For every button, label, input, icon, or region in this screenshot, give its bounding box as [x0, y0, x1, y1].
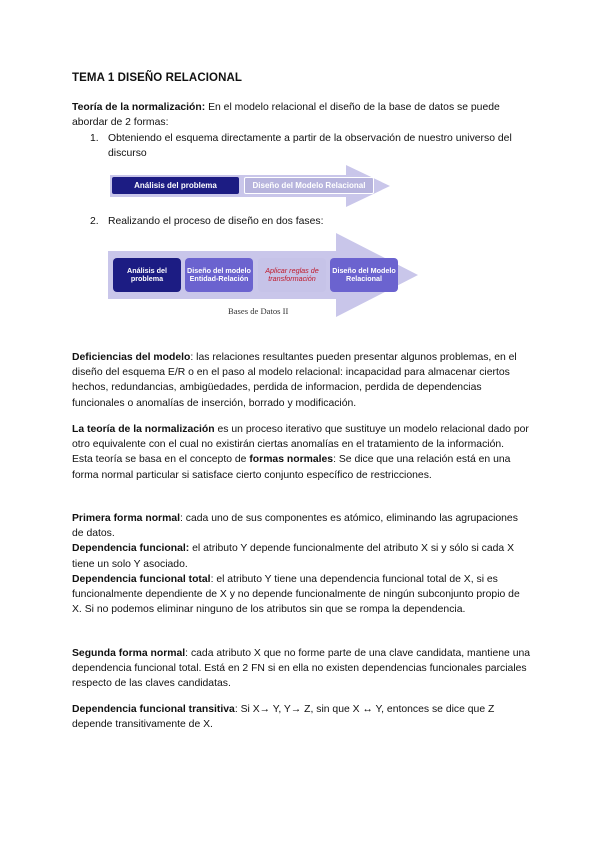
segunda-term: Segunda forma normal	[72, 648, 186, 659]
diagram2-step-entidad-relacion: Diseño del modelo Entidad-Relación	[185, 258, 253, 292]
diagram-caption: Bases de Datos II	[228, 306, 289, 316]
list-number: 2.	[90, 216, 99, 227]
transitiva-term: Dependencia funcional transitiva	[72, 704, 235, 715]
formas-normales-term: formas normales	[249, 454, 334, 466]
dep-funcional-term: Dependencia funcional:	[72, 543, 190, 555]
transitiva-paragraph	[72, 702, 532, 732]
teoria-line2-pre: Esta teoría se basa en el concepto de	[72, 454, 250, 466]
dep-total-text: : el atributo Y tiene una dependencia funcional total de X, si es funcionalmente dependiente de X y no depende funcionalmente de ningún subconjunto propio de X. Si no podemos eliminar ninguno de los atributos sin que se rompa la dependencia.	[72, 573, 520, 616]
diagram2-step-diseno-relacional: Diseño del Modelo Relacional	[330, 258, 398, 292]
dependencia-funcional-total	[72, 572, 532, 618]
dep-total-term: Dependencia funcional total	[72, 573, 211, 585]
deficiencias-term: Deficiencias del modelo	[72, 352, 191, 363]
deficiencias-paragraph	[72, 350, 532, 411]
teoria-term: La teoría de la normalización	[72, 424, 215, 435]
teoria-paragraph	[72, 422, 532, 483]
diagram2-step-analisis: Análisis del problema	[113, 258, 181, 292]
segunda-paragraph	[72, 646, 532, 692]
deficiencias-text: : las relaciones resultantes pueden presentar algunos problemas, en el diseño del esquema E/R o en el paso al modelo relacional: incapacidad para almacenar ciertos hechos, redundancias, ambigüedades, perdida de informacion, perdida de dependencias funcionales o anomalías de inserción, borrado y modificación.	[72, 352, 517, 409]
teoria-text: es un proceso iterativo que sustituye un modelo relacional dado por otro equivalente con el cual no existirán ciertas anomalías en el tratamiento de la información.	[72, 424, 529, 451]
transitiva-text: : Si X→ Y, Y→ Z, sin que X ↔ Y, entonces se dice que Z depende transitivamente de X.	[72, 704, 495, 731]
definitions-block	[72, 511, 532, 617]
diagram1-step-diseno-relacional: Diseño del Modelo Relacional	[244, 177, 374, 194]
teoria-line2-text: : Se dice que una relación está en una forma normal particular si satisface cierto conjunto específico de restricciones.	[72, 454, 511, 481]
list-text: Obteniendo el esquema directamente a partir de la observación de nuestro universo del discurso	[108, 133, 512, 160]
primera-term: Primera forma normal	[72, 513, 180, 524]
page-title: TEMA 1 DISEÑO RELACIONAL	[72, 72, 243, 84]
intro-term: Teoría de la normalización:	[72, 102, 206, 113]
primera-forma-normal	[72, 511, 532, 541]
list-text: Realizando el proceso de diseño en dos fases:	[108, 216, 324, 227]
segunda-text: : cada atributo X que no forme parte de una clave candidata, mantiene una dependencia funcional total. Está en 2 FN si en ella no existen dependencias funcionales parciales respecto de las claves candidatas.	[72, 648, 531, 690]
intro-text: En el modelo relacional el diseño de la base de datos se puede abordar de 2 formas:	[72, 102, 500, 129]
list-number: 1.	[90, 133, 99, 144]
primera-text: : cada uno de sus componentes es atómico, eliminando las agrupaciones de datos.	[72, 513, 518, 540]
intro-paragraph	[72, 100, 532, 130]
dependencia-funcional	[72, 541, 532, 571]
diagram2-step-transformacion: Aplicar reglas de transformación	[258, 258, 326, 292]
dep-funcional-text: el atributo Y depende funcionalmente del atributo X si y sólo si cada X tiene un solo Y asociado.	[72, 543, 515, 570]
diagram1-step-analisis: Análisis del problema	[112, 177, 239, 194]
